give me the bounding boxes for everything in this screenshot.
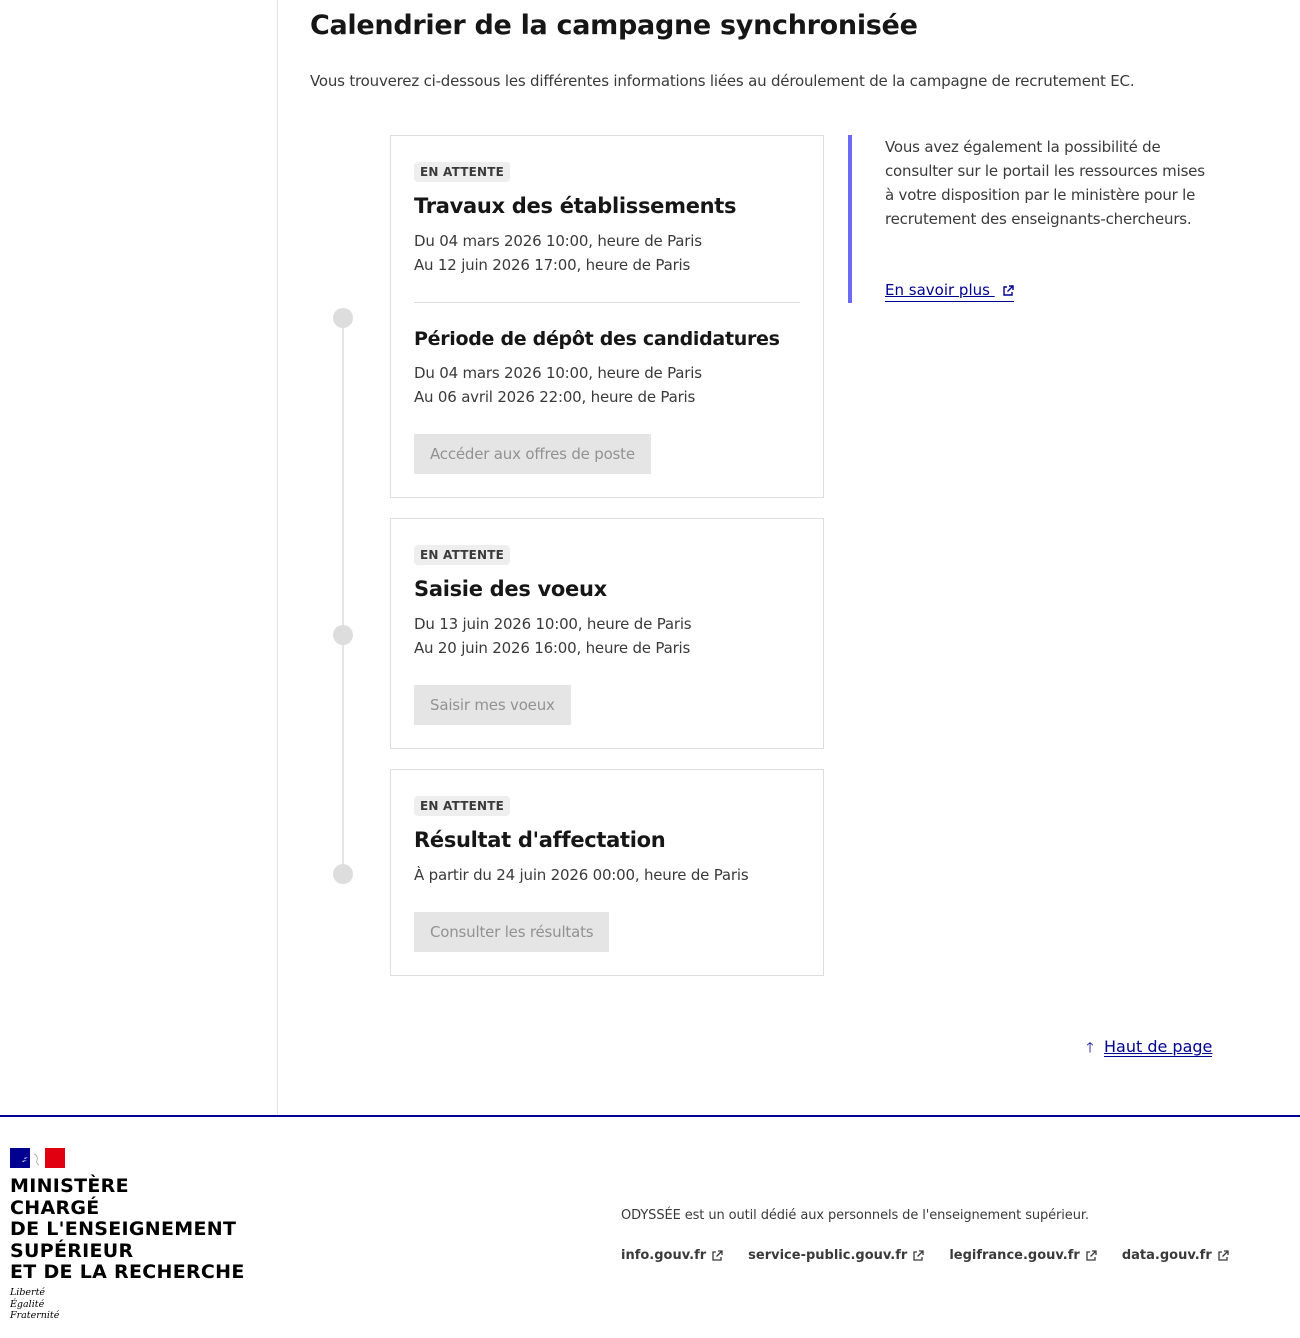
step-card-resultat — [390, 769, 824, 976]
step-date-from: Du 04 mars 2026 10:00, heure de Paris — [414, 232, 702, 250]
callout-text: Vous avez également la possibilité de consulter sur le portail les ressources mises à votre disposition par le ministère pour le recrutement des enseignants-chercheurs. — [885, 138, 1205, 228]
step-title: Résultat d'affectation — [414, 828, 666, 852]
step-card-voeux — [390, 518, 824, 749]
footer-link-data-gouv[interactable] — [1122, 1248, 1229, 1263]
enter-wishes-button[interactable]: Saisir mes voeux — [414, 685, 571, 725]
step-date-from: À partir du 24 juin 2026 00:00, heure de Paris — [414, 866, 749, 884]
page-intro: Vous trouverez ci-dessous les différentes informations liées au déroulement de la campagne de recrutement EC. — [310, 72, 1135, 90]
footer-link-service-public[interactable] — [748, 1248, 924, 1263]
ministry-line: ET DE LA RECHERCHE — [10, 1261, 245, 1283]
external-link-icon — [912, 1250, 924, 1262]
footer-link-info-gouv[interactable] — [621, 1248, 723, 1263]
step-date-from: Du 13 juin 2026 10:00, heure de Paris — [414, 615, 692, 633]
view-results-button[interactable]: Consulter les résultats — [414, 912, 609, 952]
back-to-top-link[interactable] — [1082, 1036, 1212, 1061]
devise-line: Fraternité — [10, 1310, 60, 1321]
external-link-icon — [1002, 285, 1014, 297]
status-badge: EN ATTENTE — [414, 162, 510, 182]
devise — [10, 1287, 59, 1322]
learn-more-link[interactable] — [885, 279, 1014, 302]
learn-more-label: En savoir plus — [885, 281, 990, 299]
timeline-line — [342, 318, 344, 874]
footer-link-label: legifrance.gouv.fr — [949, 1248, 1080, 1263]
external-link-icon — [711, 1250, 723, 1262]
substep-date-to: Au 06 avril 2026 22:00, heure de Paris — [414, 388, 696, 406]
footer-link-label: info.gouv.fr — [621, 1248, 707, 1263]
timeline-dot — [333, 308, 353, 328]
sidebar-divider — [277, 0, 278, 1116]
status-badge: EN ATTENTE — [414, 796, 510, 816]
devise-line: Égalité — [10, 1298, 45, 1310]
substep-date-from: Du 04 mars 2026 10:00, heure de Paris — [414, 364, 702, 382]
footer-rule — [0, 1115, 1300, 1117]
ministry-line: SUPÉRIEUR — [10, 1239, 134, 1262]
substep-title: Période de dépôt des candidatures — [414, 328, 780, 350]
status-badge: EN ATTENTE — [414, 545, 510, 565]
ministry-line: CHARGÉ — [10, 1196, 100, 1219]
timeline-dot — [333, 864, 353, 884]
access-offers-button[interactable]: Accéder aux offres de poste — [414, 434, 651, 474]
ministry-line: DE L'ENSEIGNEMENT — [10, 1218, 237, 1240]
footer-description: ODYSSÉE est un outil dédié aux personnels de l'enseignement supérieur. — [621, 1208, 1089, 1223]
ministry-line: MINISTÈRE — [10, 1175, 129, 1197]
external-link-icon — [1085, 1250, 1097, 1262]
devise-line: Liberté — [10, 1287, 46, 1298]
footer-link-label: data.gouv.fr — [1121, 1248, 1212, 1263]
arrow-up-icon: 🡑 — [1086, 1040, 1094, 1056]
step-date-to: Au 20 juin 2026 16:00, heure de Paris — [414, 639, 691, 657]
marianne-logo-icon — [10, 1148, 65, 1168]
step-card-travaux — [390, 135, 824, 498]
info-callout — [848, 135, 1208, 303]
footer-links — [621, 1248, 1229, 1263]
timeline-dot — [333, 625, 353, 645]
footer-link-label: service-public.gouv.fr — [748, 1248, 908, 1263]
divider — [414, 302, 800, 303]
step-title: Travaux des établissements — [414, 194, 737, 218]
page-title: Calendrier de la campagne synchronisée — [310, 10, 918, 41]
ministry-name — [10, 1176, 245, 1284]
external-link-icon — [1217, 1250, 1229, 1262]
step-date-to: Au 12 juin 2026 17:00, heure de Paris — [414, 256, 691, 274]
back-to-top-label: Haut de page — [1104, 1037, 1213, 1056]
step-title: Saisie des voeux — [414, 577, 607, 601]
footer-link-legifrance[interactable] — [949, 1248, 1097, 1263]
